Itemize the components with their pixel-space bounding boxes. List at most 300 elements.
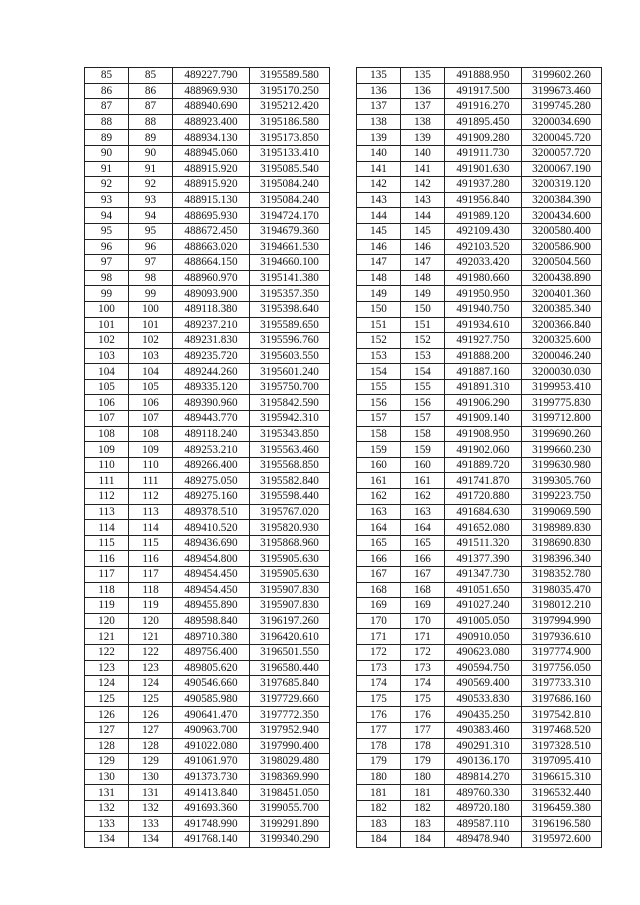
point-index-cell: 162: [357, 489, 401, 505]
point-index-cell: 159: [357, 442, 401, 458]
x-coordinate-cell: 488940.690: [173, 99, 250, 115]
table-row: [357, 754, 602, 770]
x-coordinate-cell: 491511.320: [445, 535, 522, 551]
y-coordinate-cell: 3197756.050: [522, 660, 602, 676]
point-index-cell: 92: [85, 177, 129, 193]
point-id-cell: 130: [129, 769, 173, 785]
table-row: [85, 800, 330, 816]
point-id-cell: 119: [129, 598, 173, 614]
y-coordinate-cell: 3198369.990: [250, 769, 330, 785]
point-id-cell: 115: [129, 535, 173, 551]
table-row: [85, 317, 330, 333]
y-coordinate-cell: 3200401.360: [522, 286, 602, 302]
point-id-cell: 144: [401, 208, 445, 224]
x-coordinate-cell: 489227.790: [173, 68, 250, 84]
y-coordinate-cell: 3199069.590: [522, 504, 602, 520]
point-id-cell: 107: [129, 411, 173, 427]
table-row: [85, 442, 330, 458]
point-index-cell: 126: [85, 707, 129, 723]
point-index-cell: 102: [85, 333, 129, 349]
x-coordinate-cell: 488695.930: [173, 208, 250, 224]
table-row: [357, 676, 602, 692]
x-coordinate-cell: 489436.690: [173, 535, 250, 551]
y-coordinate-cell: 3195212.420: [250, 99, 330, 115]
y-coordinate-cell: 3195398.640: [250, 301, 330, 317]
point-index-cell: 113: [85, 504, 129, 520]
y-coordinate-cell: 3196615.310: [522, 769, 602, 785]
x-coordinate-cell: 492103.520: [445, 239, 522, 255]
table-row: [357, 130, 602, 146]
point-index-cell: 115: [85, 535, 129, 551]
point-index-cell: 94: [85, 208, 129, 224]
table-row: [85, 223, 330, 239]
x-coordinate-cell: 489720.180: [445, 800, 522, 816]
coordinate-table-left: [84, 67, 330, 848]
x-coordinate-cell: 491888.200: [445, 348, 522, 364]
y-coordinate-cell: 3195598.440: [250, 489, 330, 505]
table-row: [357, 551, 602, 567]
point-index-cell: 119: [85, 598, 129, 614]
point-index-cell: 143: [357, 192, 401, 208]
point-id-cell: 160: [401, 457, 445, 473]
point-id-cell: 146: [401, 239, 445, 255]
x-coordinate-cell: 491413.840: [173, 785, 250, 801]
y-coordinate-cell: 3200046.240: [522, 348, 602, 364]
table-row: [357, 177, 602, 193]
point-index-cell: 104: [85, 364, 129, 380]
x-coordinate-cell: 489455.890: [173, 598, 250, 614]
table-row: [357, 582, 602, 598]
table-row: [85, 145, 330, 161]
y-coordinate-cell: 3200385.340: [522, 301, 602, 317]
x-coordinate-cell: 488945.060: [173, 145, 250, 161]
y-coordinate-cell: 3195596.760: [250, 333, 330, 349]
table-row: [357, 473, 602, 489]
table-row: [85, 816, 330, 832]
point-index-cell: 132: [85, 800, 129, 816]
x-coordinate-cell: 491911.730: [445, 145, 522, 161]
y-coordinate-cell: 3199602.260: [522, 68, 602, 84]
table-row: [85, 286, 330, 302]
point-index-cell: 145: [357, 223, 401, 239]
point-id-cell: 157: [401, 411, 445, 427]
x-coordinate-cell: 491895.450: [445, 114, 522, 130]
point-id-cell: 90: [129, 145, 173, 161]
table-row: [85, 504, 330, 520]
table-row: [85, 130, 330, 146]
x-coordinate-cell: 491889.720: [445, 457, 522, 473]
x-coordinate-cell: 489244.260: [173, 364, 250, 380]
point-index-cell: 144: [357, 208, 401, 224]
y-coordinate-cell: 3198396.340: [522, 551, 602, 567]
point-index-cell: 173: [357, 660, 401, 676]
y-coordinate-cell: 3198035.470: [522, 582, 602, 598]
x-coordinate-cell: 489275.160: [173, 489, 250, 505]
point-index-cell: 153: [357, 348, 401, 364]
y-coordinate-cell: 3195767.020: [250, 504, 330, 520]
x-coordinate-cell: 490641.470: [173, 707, 250, 723]
point-index-cell: 167: [357, 567, 401, 583]
table-row: [85, 691, 330, 707]
table-row: [85, 333, 330, 349]
y-coordinate-cell: 3194660.100: [250, 255, 330, 271]
table-row: [357, 457, 602, 473]
point-id-cell: 100: [129, 301, 173, 317]
point-id-cell: 166: [401, 551, 445, 567]
y-coordinate-cell: 3199055.700: [250, 800, 330, 816]
table-row: [85, 785, 330, 801]
table-row: [357, 223, 602, 239]
y-coordinate-cell: 3195568.850: [250, 457, 330, 473]
table-row: [357, 660, 602, 676]
x-coordinate-cell: 492109.430: [445, 223, 522, 239]
coordinate-table-left-body: [85, 68, 330, 848]
x-coordinate-cell: 490910.050: [445, 629, 522, 645]
y-coordinate-cell: 3197095.410: [522, 754, 602, 770]
x-coordinate-cell: 489760.330: [445, 785, 522, 801]
point-index-cell: 179: [357, 754, 401, 770]
table-row: [85, 535, 330, 551]
point-index-cell: 180: [357, 769, 401, 785]
table-row: [357, 99, 602, 115]
point-index-cell: 98: [85, 270, 129, 286]
point-index-cell: 100: [85, 301, 129, 317]
x-coordinate-cell: 490623.080: [445, 644, 522, 660]
point-index-cell: 96: [85, 239, 129, 255]
point-id-cell: 114: [129, 520, 173, 536]
point-index-cell: 170: [357, 613, 401, 629]
point-index-cell: 156: [357, 395, 401, 411]
point-id-cell: 137: [401, 99, 445, 115]
point-id-cell: 175: [401, 691, 445, 707]
point-index-cell: 110: [85, 457, 129, 473]
table-row: [85, 738, 330, 754]
point-index-cell: 148: [357, 270, 401, 286]
table-row: [85, 660, 330, 676]
x-coordinate-cell: 490533.830: [445, 691, 522, 707]
y-coordinate-cell: 3197990.400: [250, 738, 330, 754]
point-index-cell: 125: [85, 691, 129, 707]
x-coordinate-cell: 491902.060: [445, 442, 522, 458]
table-row: [357, 489, 602, 505]
x-coordinate-cell: 491909.280: [445, 130, 522, 146]
point-id-cell: 132: [129, 800, 173, 816]
y-coordinate-cell: 3199223.750: [522, 489, 602, 505]
point-index-cell: 112: [85, 489, 129, 505]
x-coordinate-cell: 490594.750: [445, 660, 522, 676]
point-index-cell: 103: [85, 348, 129, 364]
table-row: [357, 426, 602, 442]
point-index-cell: 95: [85, 223, 129, 239]
point-id-cell: 102: [129, 333, 173, 349]
point-id-cell: 129: [129, 754, 173, 770]
point-id-cell: 184: [401, 832, 445, 848]
y-coordinate-cell: 3195868.960: [250, 535, 330, 551]
point-index-cell: 169: [357, 598, 401, 614]
point-index-cell: 183: [357, 816, 401, 832]
y-coordinate-cell: 3196420.610: [250, 629, 330, 645]
point-id-cell: 97: [129, 255, 173, 271]
point-index-cell: 111: [85, 473, 129, 489]
point-id-cell: 106: [129, 395, 173, 411]
y-coordinate-cell: 3195905.630: [250, 567, 330, 583]
x-coordinate-cell: 490291.310: [445, 738, 522, 754]
y-coordinate-cell: 3195603.550: [250, 348, 330, 364]
y-coordinate-cell: 3199630.980: [522, 457, 602, 473]
table-row: [85, 707, 330, 723]
table-row: [85, 473, 330, 489]
point-id-cell: 147: [401, 255, 445, 271]
table-row: [85, 722, 330, 738]
point-id-cell: 109: [129, 442, 173, 458]
point-id-cell: 122: [129, 644, 173, 660]
y-coordinate-cell: 3200030.030: [522, 364, 602, 380]
point-id-cell: 167: [401, 567, 445, 583]
point-index-cell: 176: [357, 707, 401, 723]
y-coordinate-cell: 3195820.930: [250, 520, 330, 536]
point-id-cell: 121: [129, 629, 173, 645]
point-id-cell: 172: [401, 644, 445, 660]
x-coordinate-cell: 491748.990: [173, 816, 250, 832]
point-index-cell: 181: [357, 785, 401, 801]
point-index-cell: 99: [85, 286, 129, 302]
x-coordinate-cell: 489710.380: [173, 629, 250, 645]
y-coordinate-cell: 3196459.380: [522, 800, 602, 816]
point-index-cell: 89: [85, 130, 129, 146]
x-coordinate-cell: 489378.510: [173, 504, 250, 520]
table-row: [357, 800, 602, 816]
x-coordinate-cell: 489454.800: [173, 551, 250, 567]
y-coordinate-cell: 3199690.260: [522, 426, 602, 442]
point-id-cell: 99: [129, 286, 173, 302]
point-index-cell: 160: [357, 457, 401, 473]
point-id-cell: 148: [401, 270, 445, 286]
y-coordinate-cell: 3200384.390: [522, 192, 602, 208]
x-coordinate-cell: 491373.730: [173, 769, 250, 785]
point-id-cell: 111: [129, 473, 173, 489]
table-row: [85, 99, 330, 115]
point-index-cell: 164: [357, 520, 401, 536]
table-row: [85, 270, 330, 286]
table-row: [357, 192, 602, 208]
y-coordinate-cell: 3195343.850: [250, 426, 330, 442]
point-index-cell: 116: [85, 551, 129, 567]
table-row: [85, 426, 330, 442]
point-index-cell: 154: [357, 364, 401, 380]
y-coordinate-cell: 3200319.120: [522, 177, 602, 193]
point-index-cell: 150: [357, 301, 401, 317]
y-coordinate-cell: 3197729.660: [250, 691, 330, 707]
x-coordinate-cell: 490136.170: [445, 754, 522, 770]
point-id-cell: 153: [401, 348, 445, 364]
point-index-cell: 158: [357, 426, 401, 442]
x-coordinate-cell: 489814.270: [445, 769, 522, 785]
table-row: [357, 613, 602, 629]
y-coordinate-cell: 3200045.720: [522, 130, 602, 146]
table-row: [85, 177, 330, 193]
table-row: [85, 161, 330, 177]
y-coordinate-cell: 3194661.530: [250, 239, 330, 255]
x-coordinate-cell: 489118.240: [173, 426, 250, 442]
point-id-cell: 104: [129, 364, 173, 380]
x-coordinate-cell: 489454.450: [173, 567, 250, 583]
y-coordinate-cell: 3198451.050: [250, 785, 330, 801]
y-coordinate-cell: 3198029.480: [250, 754, 330, 770]
point-index-cell: 172: [357, 644, 401, 660]
point-index-cell: 163: [357, 504, 401, 520]
table-row: [357, 738, 602, 754]
point-id-cell: 170: [401, 613, 445, 629]
y-coordinate-cell: 3196197.260: [250, 613, 330, 629]
table-row: [357, 270, 602, 286]
table-row: [85, 457, 330, 473]
x-coordinate-cell: 491022.080: [173, 738, 250, 754]
point-index-cell: 178: [357, 738, 401, 754]
x-coordinate-cell: 489587.110: [445, 816, 522, 832]
point-id-cell: 164: [401, 520, 445, 536]
point-id-cell: 113: [129, 504, 173, 520]
table-row: [357, 161, 602, 177]
x-coordinate-cell: 491927.750: [445, 333, 522, 349]
table-row: [357, 722, 602, 738]
table-row: [85, 411, 330, 427]
point-index-cell: 136: [357, 83, 401, 99]
y-coordinate-cell: 3200438.890: [522, 270, 602, 286]
point-index-cell: 108: [85, 426, 129, 442]
y-coordinate-cell: 3195357.350: [250, 286, 330, 302]
table-row: [85, 769, 330, 785]
y-coordinate-cell: 3195582.840: [250, 473, 330, 489]
table-row: [85, 208, 330, 224]
table-row: [85, 83, 330, 99]
y-coordinate-cell: 3200034.690: [522, 114, 602, 130]
x-coordinate-cell: 491027.240: [445, 598, 522, 614]
point-id-cell: 162: [401, 489, 445, 505]
y-coordinate-cell: 3197994.990: [522, 613, 602, 629]
point-id-cell: 103: [129, 348, 173, 364]
y-coordinate-cell: 3195085.540: [250, 161, 330, 177]
x-coordinate-cell: 489275.050: [173, 473, 250, 489]
table-row: [357, 114, 602, 130]
point-index-cell: 139: [357, 130, 401, 146]
y-coordinate-cell: 3197774.900: [522, 644, 602, 660]
x-coordinate-cell: 489454.450: [173, 582, 250, 598]
point-index-cell: 86: [85, 83, 129, 99]
y-coordinate-cell: 3197542.810: [522, 707, 602, 723]
x-coordinate-cell: 491347.730: [445, 567, 522, 583]
point-index-cell: 105: [85, 379, 129, 395]
point-id-cell: 131: [129, 785, 173, 801]
table-row: [357, 301, 602, 317]
x-coordinate-cell: 490383.460: [445, 722, 522, 738]
point-index-cell: 182: [357, 800, 401, 816]
table-row: [85, 395, 330, 411]
x-coordinate-cell: 489093.900: [173, 286, 250, 302]
point-index-cell: 146: [357, 239, 401, 255]
x-coordinate-cell: 492033.420: [445, 255, 522, 271]
x-coordinate-cell: 489231.830: [173, 333, 250, 349]
point-index-cell: 130: [85, 769, 129, 785]
table-row: [357, 411, 602, 427]
point-id-cell: 177: [401, 722, 445, 738]
y-coordinate-cell: 3200504.560: [522, 255, 602, 271]
table-row: [357, 255, 602, 271]
y-coordinate-cell: 3195750.700: [250, 379, 330, 395]
table-row: [357, 442, 602, 458]
table-row: [357, 535, 602, 551]
table-row: [85, 629, 330, 645]
point-index-cell: 123: [85, 660, 129, 676]
point-id-cell: 179: [401, 754, 445, 770]
table-row: [357, 644, 602, 660]
x-coordinate-cell: 491891.310: [445, 379, 522, 395]
point-id-cell: 159: [401, 442, 445, 458]
point-id-cell: 135: [401, 68, 445, 84]
y-coordinate-cell: 3195589.580: [250, 68, 330, 84]
point-id-cell: 86: [129, 83, 173, 99]
y-coordinate-cell: 3194724.170: [250, 208, 330, 224]
x-coordinate-cell: 491917.500: [445, 83, 522, 99]
point-id-cell: 112: [129, 489, 173, 505]
point-id-cell: 87: [129, 99, 173, 115]
y-coordinate-cell: 3195133.410: [250, 145, 330, 161]
y-coordinate-cell: 3200580.400: [522, 223, 602, 239]
x-coordinate-cell: 489756.400: [173, 644, 250, 660]
point-index-cell: 174: [357, 676, 401, 692]
y-coordinate-cell: 3195589.650: [250, 317, 330, 333]
y-coordinate-cell: 3195186.580: [250, 114, 330, 130]
y-coordinate-cell: 3197686.160: [522, 691, 602, 707]
x-coordinate-cell: 491768.140: [173, 832, 250, 848]
table-row: [357, 691, 602, 707]
point-id-cell: 93: [129, 192, 173, 208]
point-id-cell: 89: [129, 130, 173, 146]
point-index-cell: 122: [85, 644, 129, 660]
x-coordinate-cell: 489335.120: [173, 379, 250, 395]
y-coordinate-cell: 3196580.440: [250, 660, 330, 676]
x-coordinate-cell: 488969.930: [173, 83, 250, 99]
x-coordinate-cell: 491906.290: [445, 395, 522, 411]
table-row: [357, 520, 602, 536]
point-id-cell: 163: [401, 504, 445, 520]
y-coordinate-cell: 3199305.760: [522, 473, 602, 489]
point-index-cell: 85: [85, 68, 129, 84]
point-id-cell: 168: [401, 582, 445, 598]
table-row: [357, 83, 602, 99]
point-id-cell: 127: [129, 722, 173, 738]
table-row: [357, 629, 602, 645]
y-coordinate-cell: 3195141.380: [250, 270, 330, 286]
point-id-cell: 150: [401, 301, 445, 317]
point-index-cell: 138: [357, 114, 401, 130]
y-coordinate-cell: 3199775.830: [522, 395, 602, 411]
table-row: [85, 489, 330, 505]
y-coordinate-cell: 3195601.240: [250, 364, 330, 380]
point-id-cell: 96: [129, 239, 173, 255]
x-coordinate-cell: 491908.950: [445, 426, 522, 442]
x-coordinate-cell: 489805.620: [173, 660, 250, 676]
x-coordinate-cell: 489237.210: [173, 317, 250, 333]
x-coordinate-cell: 491061.970: [173, 754, 250, 770]
y-coordinate-cell: 3197952.940: [250, 722, 330, 738]
table-row: [357, 832, 602, 848]
point-id-cell: 116: [129, 551, 173, 567]
point-index-cell: 155: [357, 379, 401, 395]
point-id-cell: 105: [129, 379, 173, 395]
y-coordinate-cell: 3195907.830: [250, 582, 330, 598]
x-coordinate-cell: 489118.380: [173, 301, 250, 317]
x-coordinate-cell: 491652.080: [445, 520, 522, 536]
